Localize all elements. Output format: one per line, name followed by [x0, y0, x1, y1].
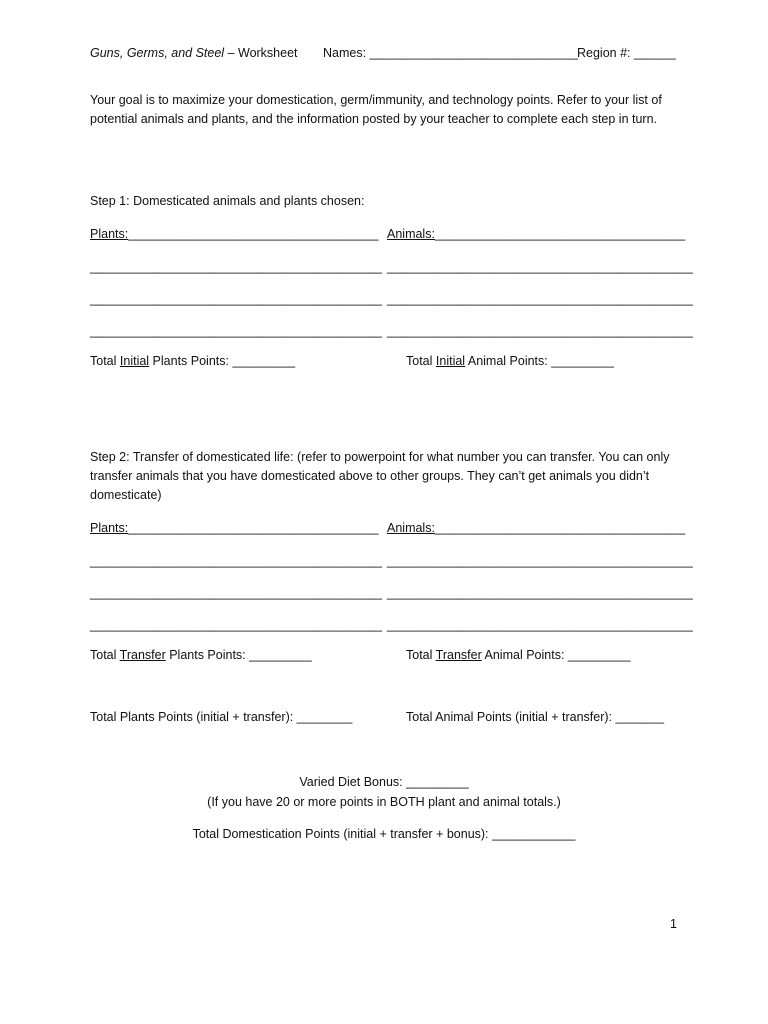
step2-animals-line: ____________________________________ — [434, 521, 686, 535]
step2-plants-blank-2: __________________________________________ — [90, 586, 382, 600]
step2-animals-blank-3: ____________________________________________ — [387, 618, 693, 632]
step1-total-animals-initial: Initial — [435, 354, 466, 368]
step1-total-plants — [90, 354, 295, 368]
step1-total-plants-post: Plants Points: _________ — [149, 354, 296, 368]
step2-total-plants-post: Plants Points: _________ — [165, 648, 312, 662]
step2-plants-blank-3: __________________________________________ — [90, 618, 382, 632]
step1-animals-blank-3: ____________________________________________ — [387, 324, 693, 338]
step2-animals-blank-1: ____________________________________________ — [387, 554, 693, 568]
step2-plants-row — [90, 521, 379, 535]
step1-animals-blank-1: ____________________________________________ — [387, 260, 693, 274]
title-italic: Guns, Germs, and Steel — [90, 46, 225, 60]
step2-plants-label: Plants: — [90, 521, 129, 535]
step1-plants-line: ____________________________________ — [128, 227, 379, 241]
step2-animals-blank-2: ____________________________________________ — [387, 586, 693, 600]
step2-total-plants — [90, 648, 312, 662]
step2-total-animals-pre: Total — [406, 648, 436, 662]
step1-total-animals-post: Animal Points: _________ — [465, 354, 614, 368]
step1-total-plants-initial: Initial — [119, 354, 150, 368]
names-field: Names: ______________________________ — [323, 46, 579, 60]
grand-total-animals: Total Animal Points (initial + transfer): _______ — [406, 710, 665, 724]
step1-plants-blank-3: __________________________________________ — [90, 324, 382, 338]
step1-animals-blank-2: ____________________________________________ — [387, 292, 693, 306]
step1-plants-label: Plants: — [90, 227, 129, 241]
bonus-condition: (If you have 20 or more points in BOTH plant and animal totals.) — [207, 795, 561, 809]
title-rest: – Worksheet — [224, 46, 298, 60]
step1-total-animals-pre: Total — [406, 354, 436, 368]
step2-total-animals — [406, 648, 630, 662]
total-domestication-points: Total Domestication Points (initial + transfer + bonus): ____________ — [192, 827, 576, 841]
worksheet-title — [90, 46, 298, 60]
step1-total-animals — [406, 354, 614, 368]
step2-total-plants-pre: Total — [90, 648, 120, 662]
grand-total-plants: Total Plants Points (initial + transfer): ________ — [90, 710, 353, 724]
intro-paragraph: Your goal is to maximize your domestication, germ/immunity, and technology points. Refer to your list of potential animals and plants, and the information posted by your teacher to complete each step in turn. — [90, 93, 662, 126]
step2-total-animals-transfer: Transfer — [435, 648, 482, 662]
step1-animals-line: ____________________________________ — [434, 227, 686, 241]
step1-heading: Step 1: Domesticated animals and plants chosen: — [90, 194, 365, 208]
step2-heading: Step 2: Transfer of domesticated life: (refer to powerpoint for what number you can transfer. You can only transfer animals that you have domesticated above to other groups. They can’t get animals you didn’t domesticate) — [90, 450, 670, 502]
step2-plants-blank-1: __________________________________________ — [90, 554, 382, 568]
region-field: Region #: ______ — [577, 46, 676, 60]
step2-animals-row — [387, 521, 685, 535]
step1-plants-blank-2: __________________________________________ — [90, 292, 382, 306]
step1-animals-row — [387, 227, 685, 241]
step1-plants-blank-1: __________________________________________ — [90, 260, 382, 274]
step1-animals-label: Animals: — [387, 227, 435, 241]
step2-total-animals-post: Animal Points: _________ — [481, 648, 631, 662]
page-number: 1 — [670, 917, 677, 931]
step1-total-plants-pre: Total — [90, 354, 120, 368]
step2-animals-label: Animals: — [387, 521, 435, 535]
varied-diet-bonus: Varied Diet Bonus: _________ — [299, 775, 469, 789]
step1-plants-row — [90, 227, 379, 241]
step2-total-plants-transfer: Transfer — [119, 648, 166, 662]
step2-plants-line: ____________________________________ — [128, 521, 379, 535]
